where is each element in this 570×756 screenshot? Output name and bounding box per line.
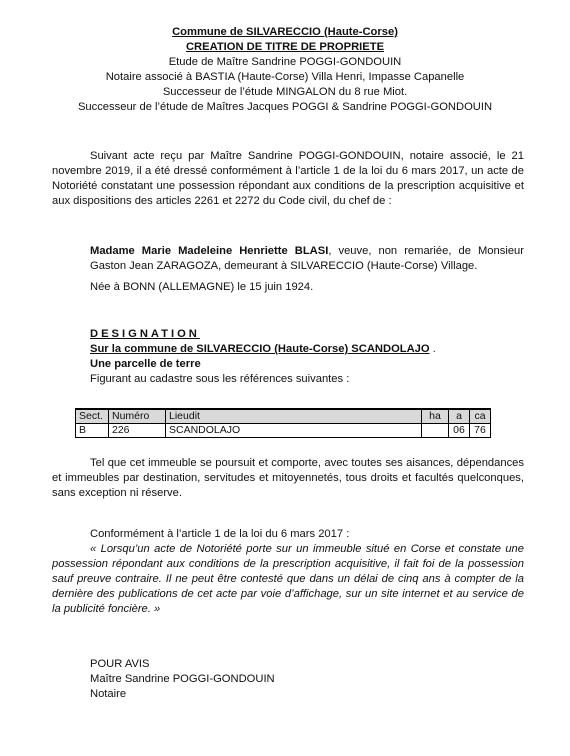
party-line	[52, 244, 524, 274]
successeur-line-1: Successeur de l’étude MINGALON du 8 rue Miot.	[162, 86, 408, 98]
cadastre-table	[75, 408, 491, 438]
document-title: CREATION DE TITRE DE PROPRIETE	[185, 41, 385, 53]
col-ha: ha	[422, 409, 449, 424]
law-block	[52, 527, 524, 617]
notaire-address-line: Notaire associé à BASTIA (Haute-Corse) Villa Henri, Impasse Capanelle	[105, 71, 465, 83]
designation-commune-suffix: .	[429, 343, 436, 355]
law-quote	[52, 542, 524, 617]
signature-name: Maître Sandrine POGGI-GONDOUIN	[90, 673, 275, 685]
cadastre-header-row	[76, 409, 491, 424]
signature-role: Notaire	[90, 688, 127, 700]
immeuble-paragraph	[52, 456, 524, 501]
signature-pour-avis: POUR AVIS	[90, 658, 150, 670]
designation-parcel: Une parcelle de terre	[90, 358, 201, 370]
cell-numero: 226	[109, 424, 166, 438]
cell-ca: 76	[470, 424, 491, 438]
party-details: , veuve, non remariée, de Monsieur Gaston Jean ZARAGOZA, demeurant à SILVARECCIO (Haute-Corse) Village.	[90, 245, 524, 272]
col-lieudit: Lieudit	[166, 409, 422, 424]
commune-title: Commune de SILVARECCIO (Haute-Corse)	[172, 26, 398, 38]
successeur-line-2: Successeur de l’étude de Maîtres Jacques POGGI & Sandrine POGGI-GONDOUIN	[77, 101, 493, 113]
col-ca: ca	[470, 409, 491, 424]
immeuble-paragraph-text: Tel que cet immeuble se poursuit et comporte, avec toutes ses aisances, dépendances et immeubles par destination, servitudes et mitoyennetés, tous droits et facultés quelconques, sans exception ni réserve.	[52, 457, 524, 499]
designation-commune: Sur la commune de SILVARECCIO (Haute-Corse) SCANDOLAJO	[90, 343, 430, 355]
law-quote-text: « Lorsqu’un acte de Notoriété porte sur un immeuble situé en Corse et constate une possession répondant aux conditions de la prescription acquisitive, il fait foi de la possession sauf preuve contraire. Il ne peut être contesté que dans un délai de cinq ans à compter de la dernière des publications de cet acte par voie d’affichage, sur un site internet et au service de la publicité foncière. »	[52, 543, 524, 615]
cell-lieudit: SCANDOLAJO	[166, 424, 422, 438]
party-block	[52, 244, 524, 295]
designation-commune-line	[90, 342, 530, 357]
law-intro: Conformément à l’article 1 de la loi du 6 mars 2017 :	[90, 528, 350, 540]
cell-a: 06	[449, 424, 470, 438]
intro-paragraph-text: Suivant acte reçu par Maître Sandrine POGGI-GONDOUIN, notaire associé, le 21 novembre 2019, il a été dressé conformément à l’article 1 de la loi du 6 mars 2017, un acte de Notoriété constatant une possession répondant aux conditions de la prescription acquisitive et aux dispositions des articles 2261 et 2272 du Code civil, du chef de :	[52, 150, 524, 207]
party-born: Née à BONN (ALLEMAGNE) le 15 juin 1924.	[90, 281, 314, 293]
col-a: a	[449, 409, 470, 424]
designation-block	[90, 327, 530, 387]
signature-block	[90, 657, 275, 702]
cell-ha	[422, 424, 449, 438]
col-sect: Sect.	[76, 409, 109, 424]
intro-paragraph	[52, 149, 524, 209]
party-name: Madame Marie Madeleine Henriette BLASI	[90, 245, 329, 257]
document-header	[0, 25, 570, 115]
designation-title: DESIGNATION	[90, 328, 200, 340]
etude-line: Etude de Maître Sandrine POGGI-GONDOUIN	[168, 56, 402, 68]
table-row	[76, 424, 491, 438]
cell-sect: B	[76, 424, 109, 438]
col-numero: Numéro	[109, 409, 166, 424]
cadastre-intro: Figurant au cadastre sous les références suivantes :	[90, 373, 350, 385]
